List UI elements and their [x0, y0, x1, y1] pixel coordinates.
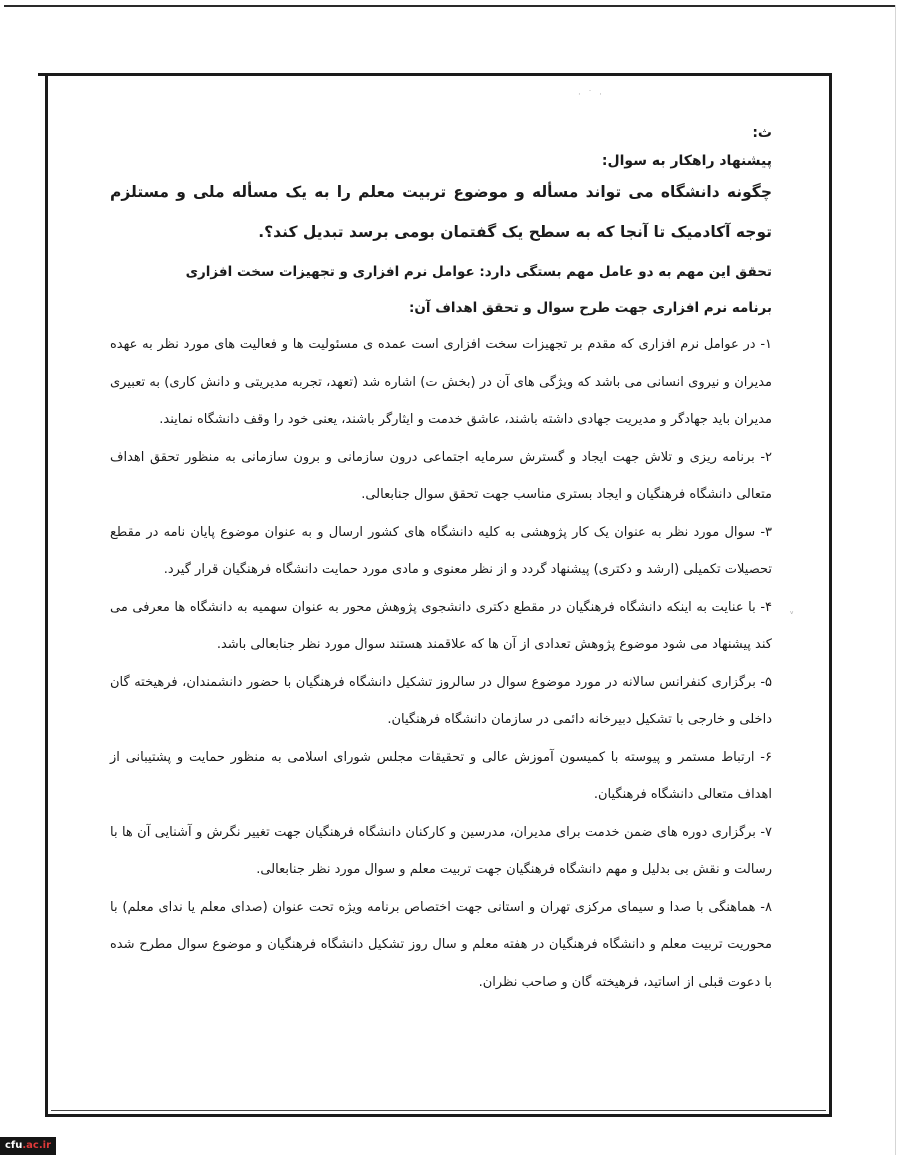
main-question: چگونه دانشگاه می تواند مسأله و موضوع تربیت معلم را به یک مسأله ملی و مستلزم توجه آکادمیک تا آنجا که به سطح یک گفتمان بومی برسد تبدیل کند؟.	[110, 183, 772, 241]
list-item: ۱- در عوامل نرم افزاری که مقدم بر تجهیزات سخت افزاری است عمده ی مسئولیت ها و فعالیت های مورد نظر به عهده مدیران و نیروی انسانی می باشد که ویژگی های آن در (بخش ت) اشاره شد (تعهد، تجربه مدیریتی و دانش کاری) به تعبیری مدیران باید جهادگر و مدیریت جهادی داشته باشند، عاشق خدمت و ایثارگر باشند، یعنی خود را وقف دانشگاه نمایند.	[110, 337, 772, 427]
list-item: ۸- هماهنگی با صدا و سیمای مرکزی تهران و استانی جهت اختصاص برنامه ویژه تحت عنوان (صدای معلم یا ندای معلم) با محوریت تربیت معلم و دانشگاه فرهنگیان در هفته معلم و سال روز تشکیل دانشگاه فرهنگیان و موضوع سوال مطرح شده با دعوت قبلی از اساتید، فرهیخته گان و صاحب نظران.	[110, 899, 772, 990]
list-item: ۵- برگزاری کنفرانس سالانه در مورد موضوع سوال در سالروز تشکیل دانشگاه فرهنگیان با حضور دانشمندان، فرهیخته گان داخلی و خارجی با تشکیل دبیرخانه دائمی در سازمان دانشگاه فرهنگیان.	[110, 674, 772, 727]
software-heading: برنامه نرم افزاری جهت طرح سوال و تحقق اهداف آن:	[408, 300, 772, 316]
list-item: ۷- برگزاری دوره های ضمن خدمت برای مدیران، مدرسین و کارکنان دانشگاه فرهنگیان جهت تغییر نگرش و آشنایی آن ها با رسالت و نقش بی بدلیل و مهم دانشگاه فرهنگیان جهت تربیت معلم و سوال مورد نظر جنابعالی.	[110, 824, 772, 877]
intro-line: تحقق این مهم به دو عامل مهم بستگی دارد: عوامل نرم افزاری و تجهیزات سخت افزاری	[185, 264, 772, 280]
proposal-title: پیشنهاد راهکار به سوال:	[601, 153, 772, 169]
logo-main-text: cfu	[4, 1140, 23, 1151]
document-body	[110, 118, 772, 1001]
page-edge	[895, 5, 896, 1155]
section-letter: ث:	[752, 125, 772, 141]
site-logo[interactable]	[0, 1137, 56, 1155]
list-item: ۶- ارتباط مستمر و پیوسته با کمیسون آموزش عالی و تحقیقات مجلس شورای اسلامی به منظور حمایت و پشتیبانی از اهداف متعالی دانشگاه فرهنگیان.	[110, 749, 772, 802]
scan-speck: ᵛ	[790, 610, 794, 620]
list-item: ۳- سوال مورد نظر به عنوان یک کار پژوهشی به کلیه دانشگاه های کشور ارسال و به عنوان موضوع پایان نامه در مقطع تحصیلات تکمیلی (ارشد و دکتری) پیشنهاد گردد و از نظر معنوی و مادی مورد حمایت دانشگاه فرهنگیان قرار گیرد.	[110, 524, 772, 577]
top-rule	[4, 5, 896, 7]
list-item: ۲- برنامه ریزی و تلاش جهت ایجاد و گسترش سرمایه اجتماعی درون سازمانی و برون سازمانی به منظور تحقق اهداف متعالی دانشگاه فرهنگیان و ایجاد بستری مناسب جهت تحقق سوال جنابعالی.	[110, 449, 772, 502]
list-item: ۴- با عنایت به اینکه دانشگاه فرهنگیان در مقطع دکتری دانشجوی پژوهش محور به عنوان سهمیه به دانشگاه ها معرفی می کند پیشنهاد می شود موضوع پژوهش تعدادی از آن ها که علاقمند هستند سوال مورد نظر جنابعالی باشد.	[110, 599, 772, 652]
scan-speck: · ˙ ·	[578, 90, 604, 100]
logo-domain-text: .ac.ir	[22, 1140, 52, 1151]
